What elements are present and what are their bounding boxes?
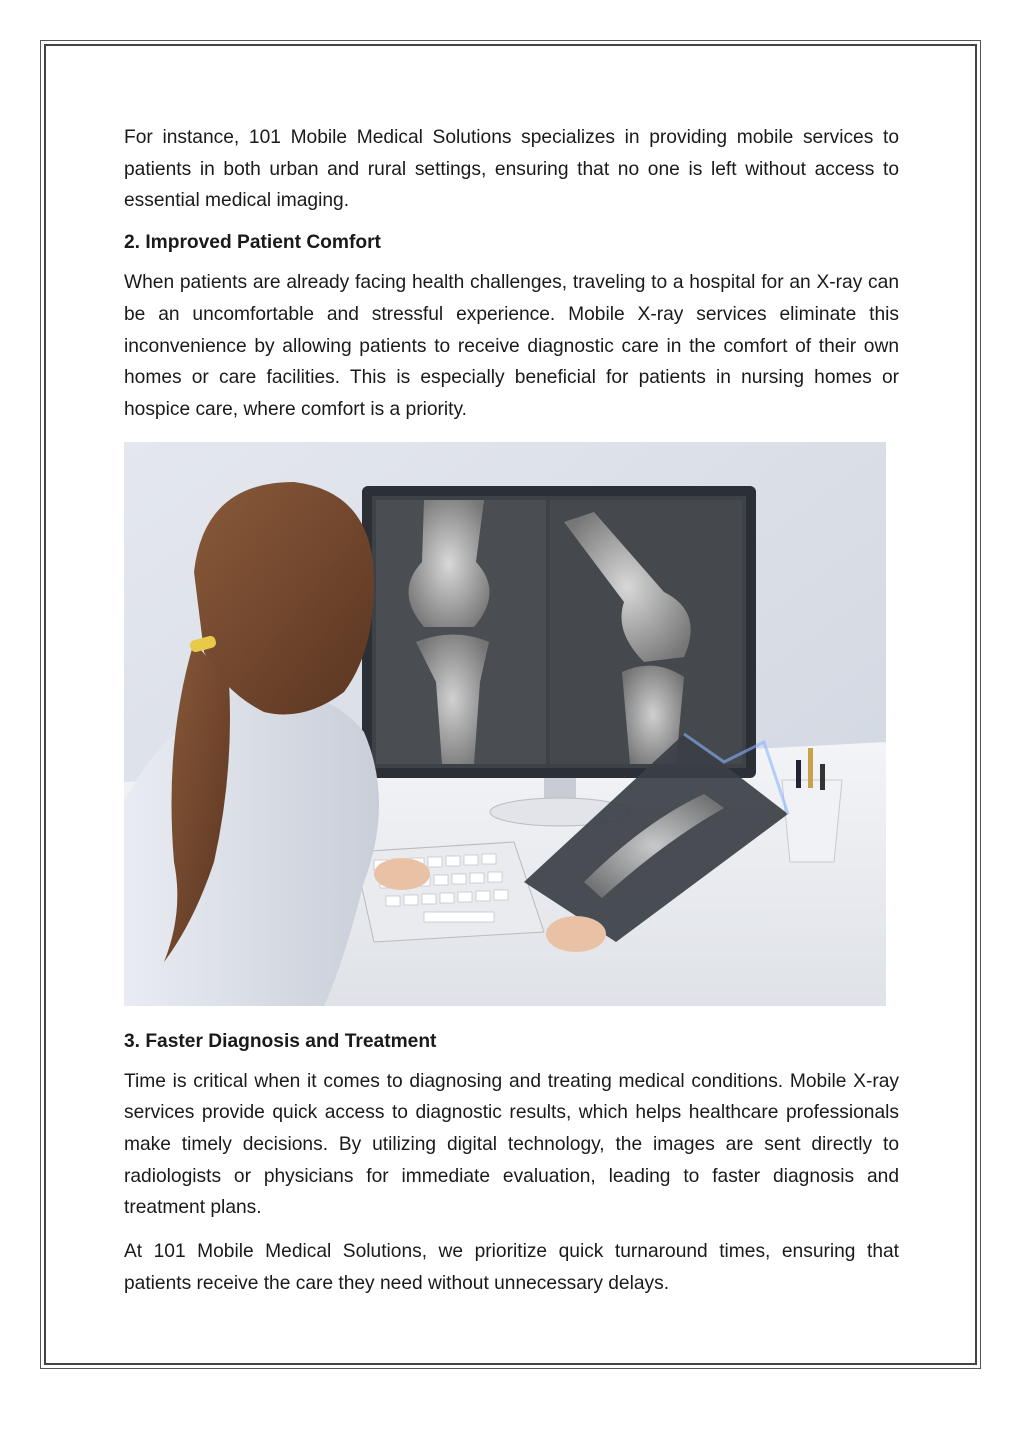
paragraph-intro: For instance, 101 Mobile Medical Solutions specializes in providing mobile services to patients in both urban and rural settings, ensuring that no one is left without access to essential medical imaging. (124, 127, 899, 212)
heading-faster-diagnosis-and-treatment: 3. Faster Diagnosis and Treatment (124, 1030, 437, 1052)
xray-review-photo (124, 442, 886, 1006)
paragraph-turnaround: At 101 Mobile Medical Solutions, we prioritize quick turnaround times, ensuring that patients receive the care they need without unnecessary delays. (124, 1241, 899, 1294)
paragraph-speed: Time is critical when it comes to diagnosing and treating medical conditions. Mobile X-ray services provide quick access to diagnostic results, which helps healthcare professionals make timely decisions. By utilizing digital technology, the images are sent directly to radiologists or physicians for immediate evaluation, leading to faster diagnosis and treatment plans. (124, 1070, 899, 1219)
heading-improved-patient-comfort: 2. Improved Patient Comfort (124, 232, 381, 254)
paragraph-comfort: When patients are already facing health challenges, traveling to a hospital for an X-ray can be an uncomfortable and stressful experience. Mobile X-ray services eliminate this inconvenience by allowing patients to receive diagnostic care in the comfort of their own homes or care facilities. This is especially beneficial for patients in nursing homes or hospice care, where comfort is a priority. (124, 272, 899, 420)
document-content (124, 122, 899, 1300)
